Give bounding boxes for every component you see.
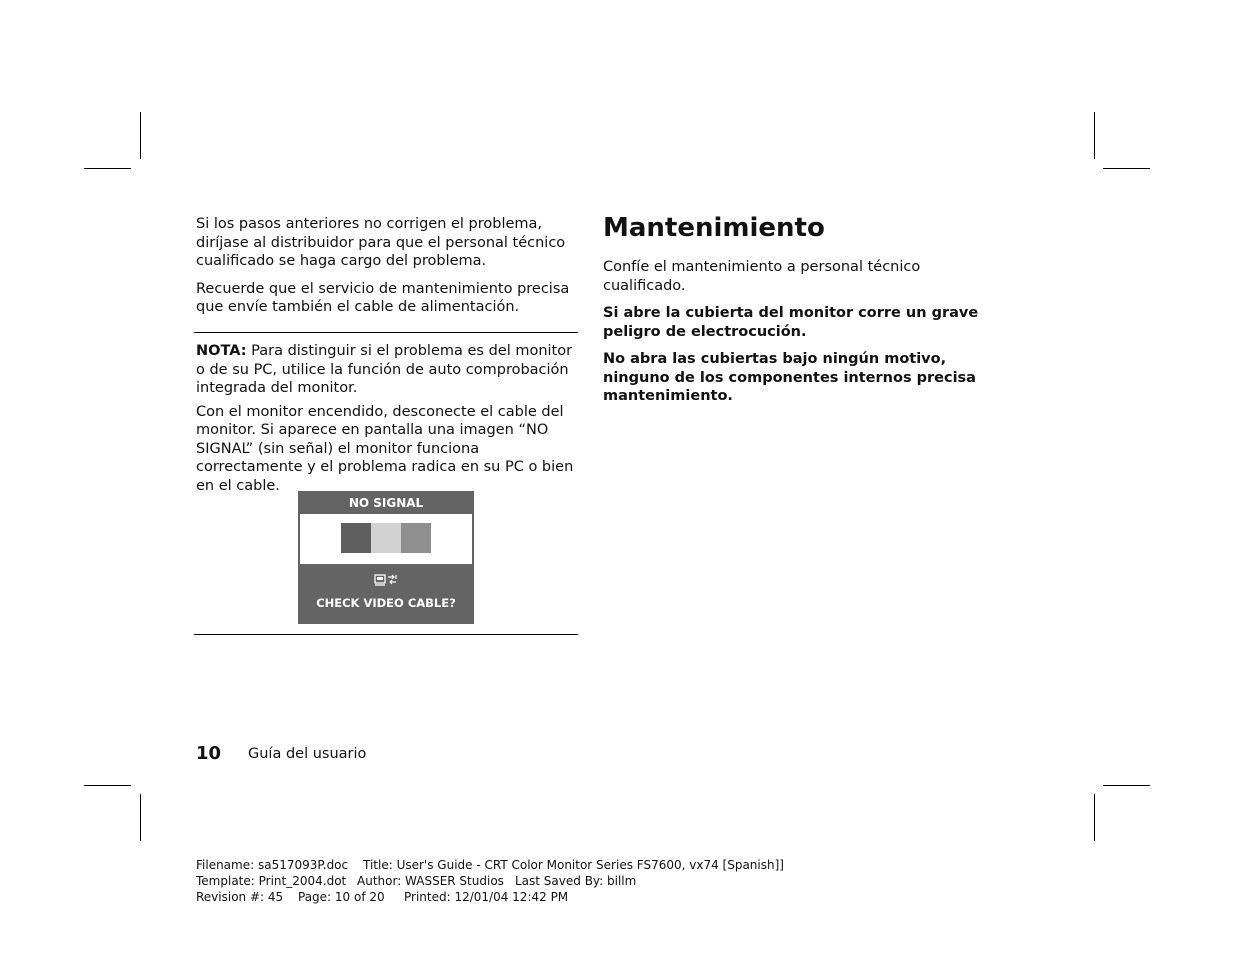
note-text xyxy=(196,342,576,500)
osd-color-panel xyxy=(300,514,472,564)
electrocution-warning: Si abre la cubierta del monitor corre un grave peligro de electrocución. xyxy=(603,305,979,340)
guide-name: Guía del usuario xyxy=(248,746,367,762)
crop-mark-bottom-right-horizontal xyxy=(1103,785,1150,786)
maintenance-intro: Confíe el mantenimiento a personal técnico cualificado. xyxy=(603,259,921,294)
left-column xyxy=(196,215,576,326)
meta-author: Author: WASSER Studios xyxy=(357,874,504,888)
page-number: 10 xyxy=(196,743,222,764)
osd-color-bar-dark xyxy=(341,523,371,553)
no-signal-osd-image xyxy=(298,491,474,624)
meta-printed: Printed: 12/01/04 12:42 PM xyxy=(404,890,569,904)
crop-mark-bottom-right-vertical xyxy=(1094,794,1095,841)
osd-color-bar-mid xyxy=(401,523,431,553)
osd-message: CHECK VIDEO CABLE? xyxy=(316,596,456,610)
video-cable-icon xyxy=(374,573,398,587)
meta-last-saved: Last Saved By: billm xyxy=(515,874,637,888)
crop-mark-bottom-left-vertical xyxy=(140,794,141,841)
section-heading: Mantenimiento xyxy=(603,213,825,243)
crop-mark-top-right-horizontal xyxy=(1103,168,1150,169)
meta-template: Template: Print_2004.dot xyxy=(196,874,347,888)
crop-mark-top-left-vertical xyxy=(140,112,141,159)
meta-title: Title: User's Guide - CRT Color Monitor Series FS7600, vx74 [Spanish]] xyxy=(363,858,784,872)
meta-page: Page: 10 of 20 xyxy=(298,890,385,904)
cover-warning: No abra las cubiertas bajo ningún motivo, ninguno de los componentes internos precisa mantenimiento. xyxy=(603,351,976,404)
osd-color-bar-light xyxy=(371,523,401,553)
note-box xyxy=(194,332,578,635)
crop-mark-top-left-horizontal xyxy=(84,168,131,169)
service-paragraph: Si los pasos anteriores no corrigen el problema, diríjase al distribuidor para que el personal técnico cualificado se haga cargo del problema. xyxy=(196,216,566,269)
right-column xyxy=(603,210,993,415)
power-cable-paragraph: Recuerde que el servicio de mantenimiento precisa que envíe también el cable de alimentación. xyxy=(196,280,570,315)
crop-mark-bottom-left-horizontal xyxy=(84,785,131,786)
note-paragraph xyxy=(196,342,576,398)
document-metadata xyxy=(196,857,784,905)
meta-revision: Revision #: 45 xyxy=(196,890,284,904)
self-test-paragraph: Con el monitor encendido, desconecte el cable del monitor. Si aparece en pantalla una imagen “NO SIGNAL” (sin señal) el monitor funciona correctamente y el problema radica en su PC o bien en el cable. xyxy=(196,403,574,494)
meta-filename: Filename: sa517093P.doc xyxy=(196,858,349,872)
note-label: NOTA: xyxy=(196,343,247,359)
crop-mark-top-right-vertical xyxy=(1094,112,1095,159)
osd-title: NO SIGNAL xyxy=(348,496,424,510)
note-body: Para distinguir si el problema es del monitor o de su PC, utilice la función de auto comprobación integrada del monitor. xyxy=(196,343,573,396)
